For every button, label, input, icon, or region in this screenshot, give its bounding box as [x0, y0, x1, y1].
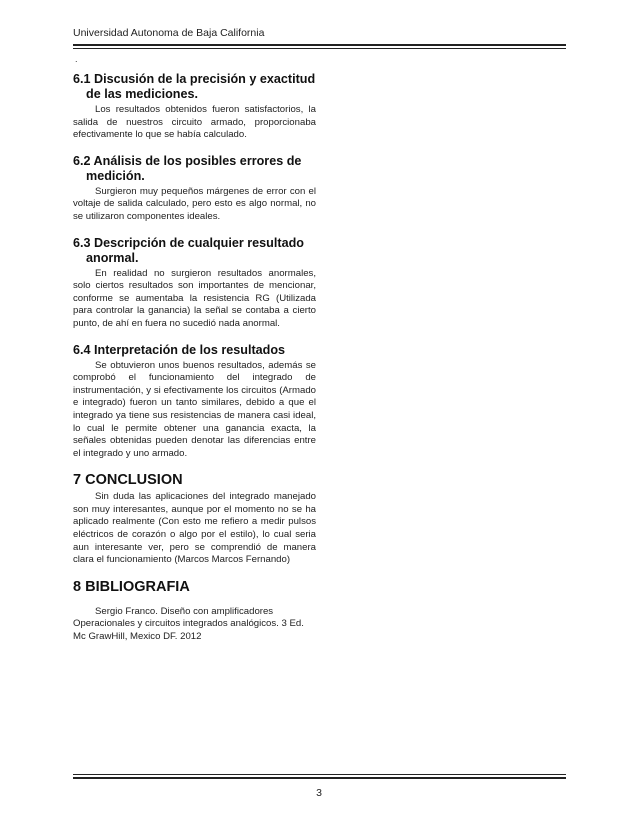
section-body: Surgieron muy pequeños márgenes de error con el voltaje de salida calculado, pero esto es algo normal, no se utilizaron componentes ideales. — [73, 185, 316, 222]
section-heading: 6.1 Discusión de la precisión y exactitud de las mediciones. — [73, 72, 316, 101]
footer-rule-thin — [73, 774, 566, 775]
running-header: Universidad Autonoma de Baja California — [73, 27, 265, 39]
section-body: Se obtuvieron unos buenos resultados, además se comprobó el funcionamiento del integrado de instrumentación, y si efectivamente los circuitos (Armado e integrado) fueron un tanto similares, debido a que el integrado ya tiene sus resistencias de manera casi ideal, lo cual le permite obtener una ganancia exacta, la señales obtenidas pueden denotar las diferencias entre el integrado y uno armado. — [73, 359, 316, 459]
section-6-3 — [73, 236, 316, 331]
section-bibliography — [73, 579, 316, 644]
section-body: Los resultados obtenidos fueron satisfactorios, la salida de nuestros circuito armado, proporcionaba efectivamente lo que se había calculado. — [73, 104, 316, 141]
footer-rule — [73, 777, 566, 779]
header-rule — [73, 44, 566, 46]
section-heading: 7 CONCLUSION — [73, 472, 183, 489]
page-number: 3 — [316, 787, 322, 799]
section-body: En realidad no surgieron resultados anormales, solo ciertos resultados son importantes de mencionar, conforme se aumentaba la resistencia RG (Utilizada para controlar la ganancia) la señal se contaba a cierto punto, de ahí en fuera no sucedió nada anormal. — [73, 267, 316, 329]
section-body: Sin duda las aplicaciones del integrado manejado son muy interesantes, aunque por el momento no se ha aplicado realmente (Con esto me refiero a medir pulsos eléctricos de corazón o algo por el estilo), lo cual seria aun interesante ver, pero se comprendió de manera clara el funcionamiento (Marcos Marcos Fernando) — [73, 491, 316, 566]
section-conclusion — [73, 472, 316, 567]
section-heading: 6.4 Interpretación de los resultados — [73, 342, 286, 357]
bibliography-entry: Sergio Franco. Diseño con amplificadores Operacionales y circuitos integrados analógicos. 3 Ed. Mc GrawHill, Mexico DF. 2012 — [73, 605, 304, 643]
header-rule-thin — [73, 48, 566, 49]
section-heading: 6.3 Descripción de cualquier resultado anormal. — [73, 235, 304, 265]
text-column — [73, 72, 316, 644]
section-heading: 6.2 Análisis de los posibles errores de medición. — [73, 153, 302, 183]
section-6-4 — [73, 343, 316, 461]
stray-mark: . — [75, 54, 78, 64]
section-heading: 8 BIBLIOGRAFIA — [73, 578, 190, 595]
section-6-2 — [73, 154, 316, 224]
section-6-1 — [73, 72, 316, 142]
